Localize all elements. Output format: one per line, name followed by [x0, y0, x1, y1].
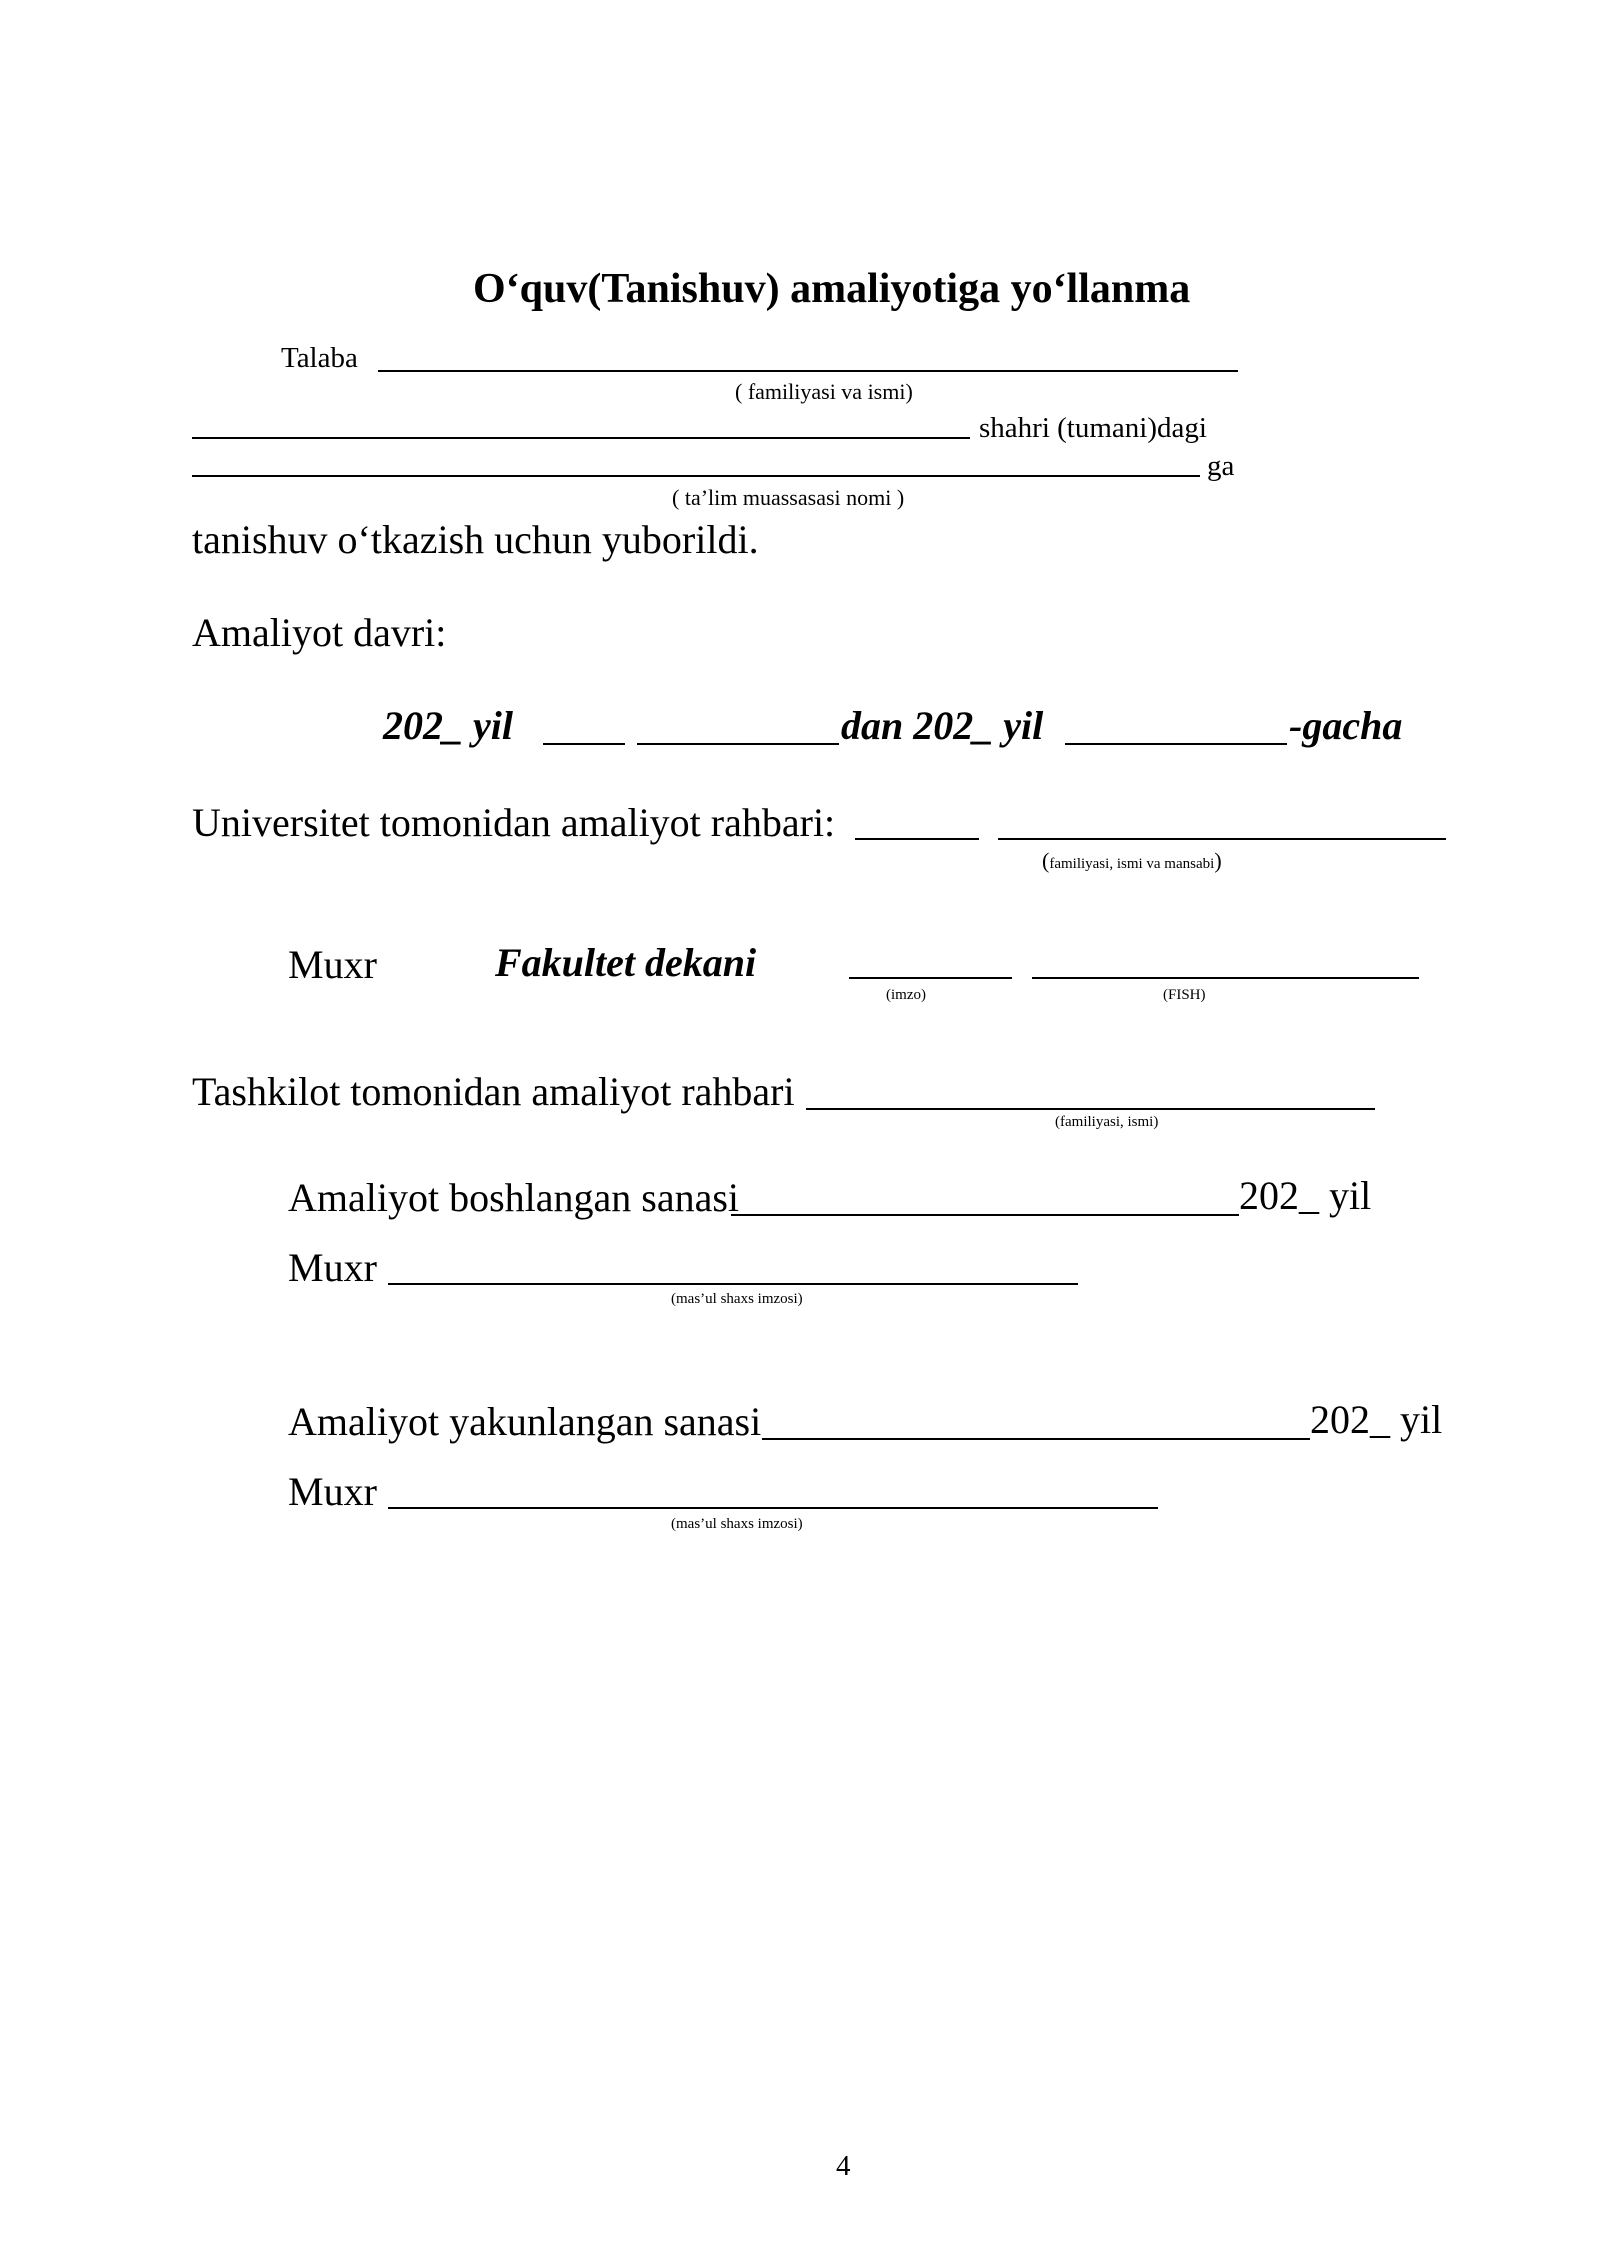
end-date-label: Amaliyot yakunlangan sanasi — [288, 1399, 762, 1444]
end-year: 202_ yil — [1310, 1397, 1443, 1442]
city-line[interactable] — [192, 437, 970, 439]
sent-text: tanishuv o‘tkazish uchun yuborildi. — [192, 517, 759, 562]
end-signature-line[interactable] — [388, 1507, 1158, 1509]
city-suffix: shahri (tumani)dagi — [979, 412, 1207, 444]
organization-caption: (familiyasi, ismi) — [1055, 1114, 1159, 1130]
student-name-caption: ( familiyasi va ismi) — [735, 379, 913, 404]
end-stamp-label: Muxr — [288, 1469, 377, 1514]
start-signature-line[interactable] — [388, 1283, 1078, 1285]
dean-sign-caption: (imzo) — [886, 987, 926, 1003]
period-to-suffix: -gacha — [1289, 703, 1403, 748]
period-start-day-line[interactable] — [543, 743, 625, 745]
start-signature-caption: (mas’ul shaxs imzosi) — [671, 1291, 803, 1307]
period-from-suffix: dan 202_ yil — [841, 703, 1044, 748]
start-date-label: Amaliyot boshlangan sanasi — [288, 1175, 740, 1220]
institution-caption: ( ta’lim muassasasi nomi ) — [672, 485, 905, 510]
dean-title: Fakultet dekani — [495, 940, 757, 985]
university-name-line[interactable] — [998, 838, 1446, 840]
start-year: 202_ yil — [1239, 1173, 1372, 1218]
institution-line[interactable] — [192, 475, 1200, 477]
dean-name-caption: (FISH) — [1163, 987, 1206, 1003]
period-end-date-line[interactable] — [1065, 743, 1287, 745]
period-start-month-line[interactable] — [637, 743, 839, 745]
university-supervisor-label: Universitet tomonidan amaliyot rahbari: — [192, 800, 836, 845]
student-name-line[interactable] — [378, 370, 1238, 372]
period-label: Amaliyot davri: — [192, 610, 447, 655]
start-date-line[interactable] — [731, 1214, 1239, 1216]
university-signature-line[interactable] — [855, 838, 979, 840]
page-number: 4 — [836, 2150, 851, 2182]
dean-stamp-label: Muxr — [288, 942, 377, 987]
organization-name-line[interactable] — [806, 1108, 1375, 1110]
document-title: O‘quv(Tanishuv) amaliyotiga yo‘llanma — [473, 266, 1191, 312]
period-start-year: 202_ yil — [383, 703, 513, 748]
institution-suffix: ga — [1207, 450, 1235, 482]
student-label: Talaba — [281, 342, 358, 374]
university-caption: (familiyasi, ismi va mansabi) — [1042, 848, 1222, 873]
organization-supervisor-label: Tashkilot tomonidan amaliyot rahbari — [192, 1069, 795, 1114]
end-signature-caption: (mas’ul shaxs imzosi) — [671, 1516, 803, 1532]
end-date-line[interactable] — [762, 1438, 1310, 1440]
start-stamp-label: Muxr — [288, 1245, 377, 1290]
dean-name-line[interactable] — [1032, 977, 1419, 979]
dean-signature-line[interactable] — [849, 977, 1012, 979]
